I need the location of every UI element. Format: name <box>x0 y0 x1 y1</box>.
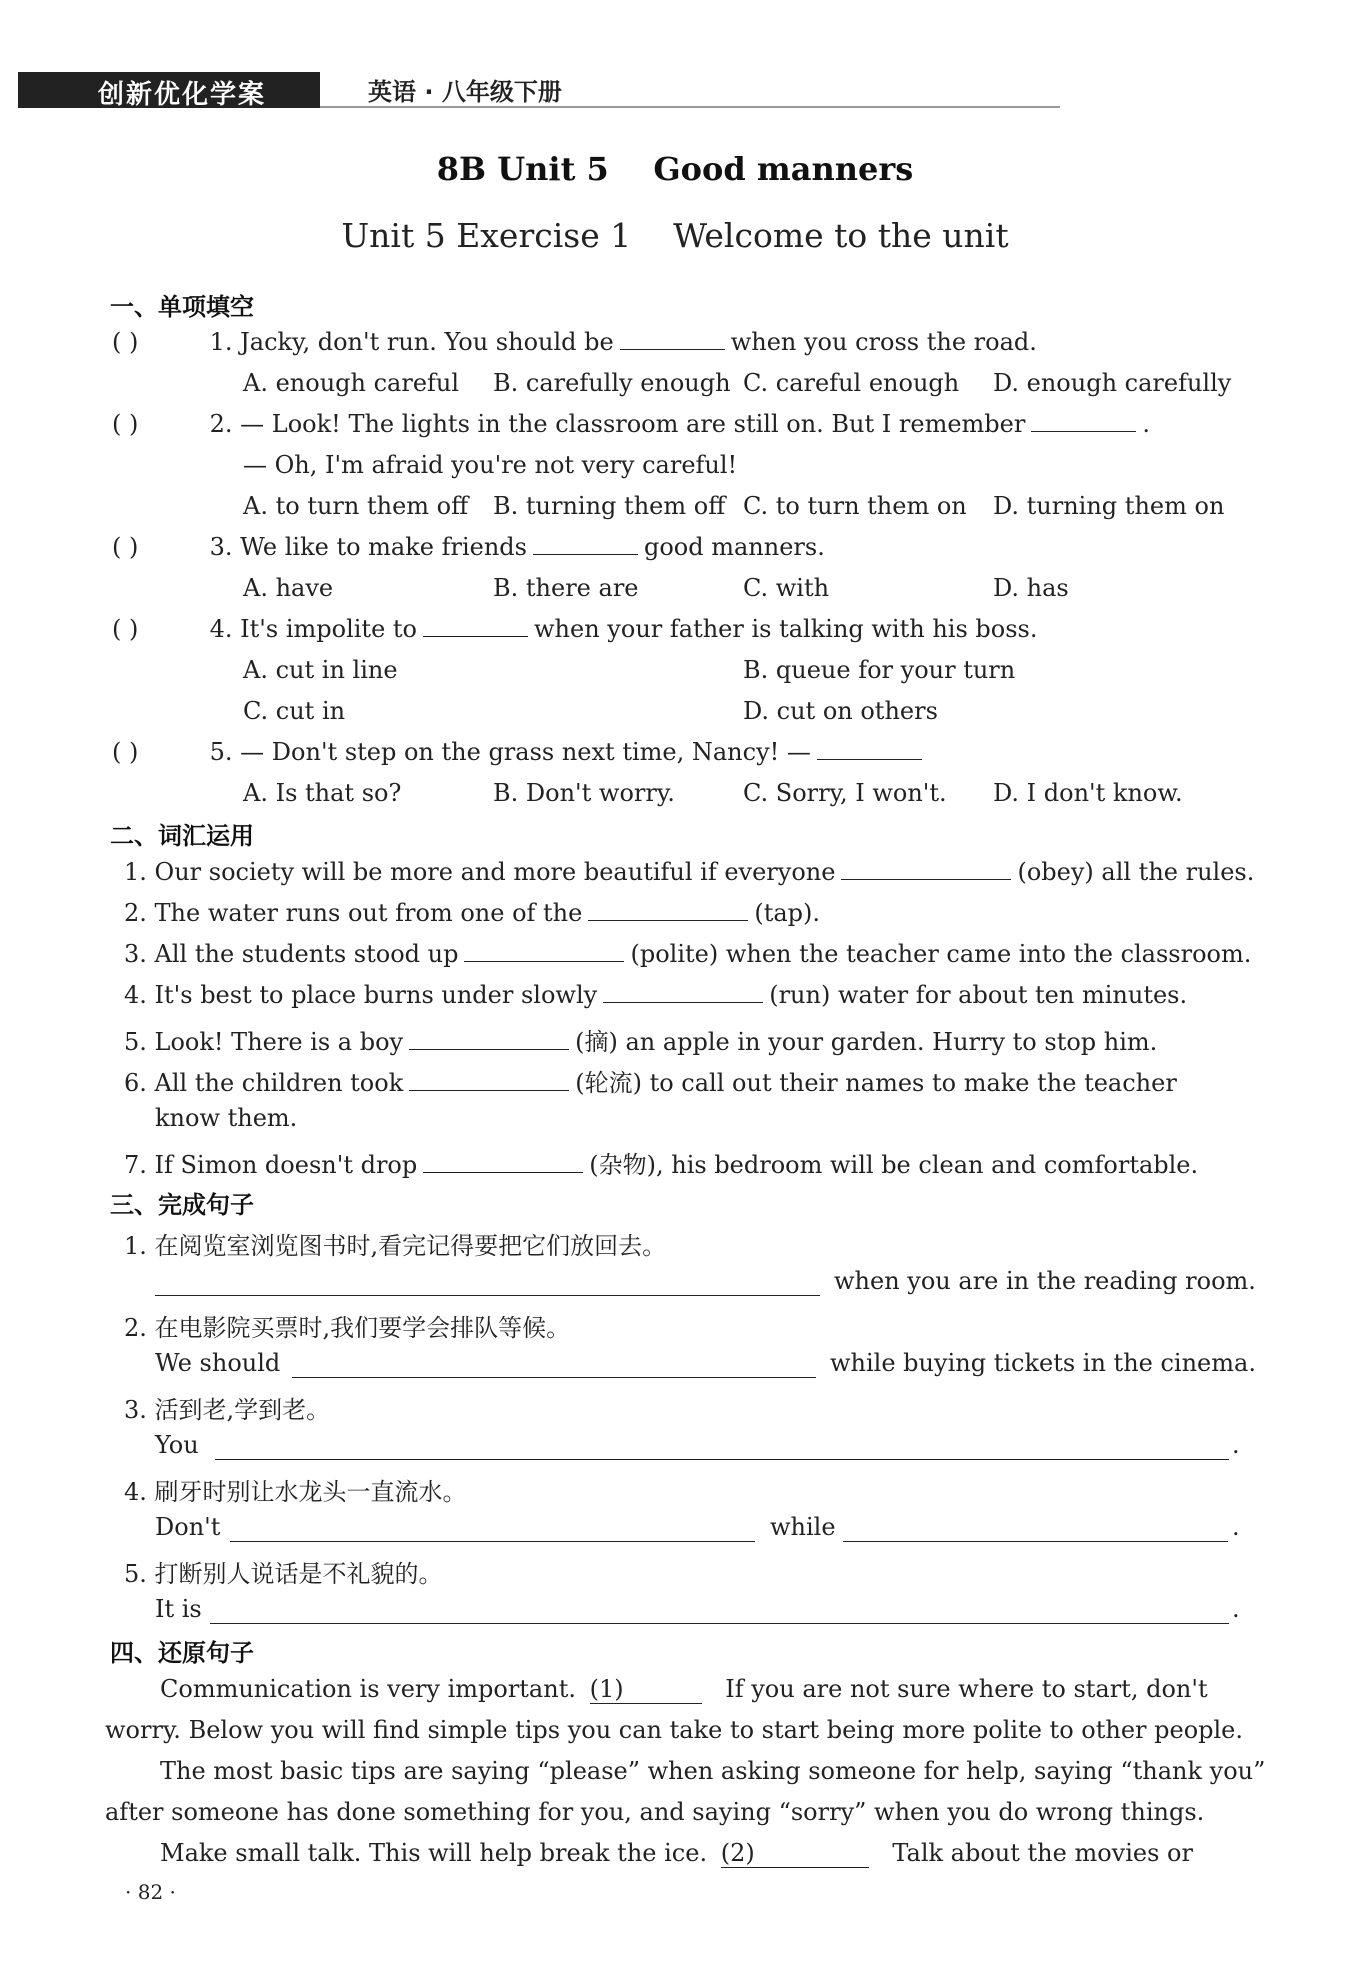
vocab-item-text: 1. Our society will be more and more beautiful if everyone <box>124 858 836 886</box>
section4-heading: 四、还原句子 <box>110 1639 254 1667</box>
q2-stem-b: . <box>1142 410 1150 438</box>
passage-line-5 <box>160 1839 1193 1868</box>
section1-heading: 一、单项填空 <box>110 293 254 321</box>
vocab-item-2 <box>124 899 820 927</box>
vocab-item-text: 6. All the children took <box>124 1069 404 1097</box>
q4-option-c[interactable]: C. cut in <box>243 697 346 725</box>
passage-line-3: The most basic tips are saying “please” when asking someone for help, saying “thank you” <box>160 1757 1266 1785</box>
vocab-item-hint: (轮流) to call out their names to make the teacher <box>575 1069 1177 1097</box>
question-5 <box>112 738 928 766</box>
sentence-4-lead: Don't <box>155 1513 221 1541</box>
sentence-2-tail: while buying tickets in the cinema. <box>830 1349 1256 1377</box>
q1-option-b[interactable]: B. carefully enough <box>493 369 731 397</box>
answer-bracket[interactable]: ( ) <box>112 615 139 643</box>
passage-line-1 <box>160 1675 1208 1704</box>
vocab-item-text: 3. All the students stood up <box>124 940 459 968</box>
sentence-3-lead: You <box>155 1431 199 1459</box>
passage-line-2: worry. Below you will find simple tips you can take to start being more polite to other people. <box>105 1716 1244 1744</box>
sentence-4-blank-a[interactable] <box>230 1540 755 1542</box>
sentence-4-tail: . <box>1232 1513 1240 1541</box>
vocab-blank[interactable] <box>588 919 748 921</box>
q3-option-d[interactable]: D. has <box>993 574 1069 602</box>
page-number: · 82 · <box>125 1880 176 1904</box>
passage-text: Make small talk. This will help break the ice. <box>160 1839 708 1867</box>
question-3 <box>112 533 825 561</box>
answer-bracket[interactable]: ( ) <box>112 410 139 438</box>
sentence-2-blank[interactable] <box>292 1376 816 1378</box>
header-subject: 英语 · 八年级下册 <box>368 78 562 106</box>
sentence-5-blank[interactable] <box>210 1622 1229 1624</box>
question-1 <box>112 328 1037 356</box>
blank-number: (2) <box>720 1839 755 1867</box>
q5-stem-a: 5. — Don't step on the grass next time, Nancy! — <box>209 738 811 766</box>
q5-option-c[interactable]: C. Sorry, I won't. <box>743 779 947 807</box>
passage-line-4: after someone has done something for you, and saying “sorry” when you do wrong things. <box>105 1798 1205 1826</box>
vocab-blank[interactable] <box>423 1171 583 1173</box>
sentence-4-mid: while <box>770 1513 836 1541</box>
q5-option-b[interactable]: B. Don't worry. <box>493 779 675 807</box>
q4-blank[interactable] <box>423 635 528 637</box>
sentence-1-tail: when you are in the reading room. <box>834 1267 1256 1295</box>
q2-option-d[interactable]: D. turning them on <box>993 492 1225 520</box>
q2-option-b[interactable]: B. turning them off <box>493 492 726 520</box>
q1-option-d[interactable]: D. enough carefully <box>993 369 1232 397</box>
passage-blank-1[interactable] <box>590 1675 702 1704</box>
q1-stem-b: when you cross the road. <box>730 328 1037 356</box>
q3-blank[interactable] <box>533 553 638 555</box>
sentence-4-blank-b[interactable] <box>843 1540 1228 1542</box>
q4-stem-b: when your father is talking with his boss. <box>534 615 1038 643</box>
q5-blank[interactable] <box>817 758 922 760</box>
sentence-3-chinese: 3. 活到老,学到老。 <box>124 1396 331 1424</box>
sentence-2-chinese: 2. 在电影院买票时,我们要学会排队等候。 <box>124 1314 571 1342</box>
q5-option-d[interactable]: D. I don't know. <box>993 779 1183 807</box>
header-divider <box>320 106 1060 108</box>
vocab-item-text: 7. If Simon doesn't drop <box>124 1151 418 1179</box>
question-2 <box>112 410 1150 438</box>
vocab-item-hint: (摘) an apple in your garden. Hurry to stop him. <box>575 1028 1158 1056</box>
passage-blank-2[interactable] <box>721 1839 869 1868</box>
q2-stem-a: 2. — Look! The lights in the classroom are still on. But I remember <box>209 410 1026 438</box>
vocab-item-hint: (polite) when the teacher came into the classroom. <box>630 940 1252 968</box>
q4-stem-a: 4. It's impolite to <box>209 615 418 643</box>
q4-option-b[interactable]: B. queue for your turn <box>743 656 1016 684</box>
q1-option-c[interactable]: C. careful enough <box>743 369 960 397</box>
sentence-5-tail: . <box>1232 1595 1240 1623</box>
q3-option-b[interactable]: B. there are <box>493 574 639 602</box>
section3-heading: 三、完成句子 <box>110 1191 254 1219</box>
header-brand-bar <box>18 72 320 108</box>
vocab-item-text: 2. The water runs out from one of the <box>124 899 583 927</box>
vocab-item-hint: (杂物), his bedroom will be clean and comfortable. <box>589 1151 1199 1179</box>
q3-option-a[interactable]: A. have <box>243 574 334 602</box>
sentence-5-chinese: 5. 打断别人说话是不礼貌的。 <box>124 1560 443 1588</box>
vocab-blank[interactable] <box>409 1089 569 1091</box>
q2-option-c[interactable]: C. to turn them on <box>743 492 967 520</box>
sentence-3-tail: . <box>1232 1431 1240 1459</box>
page-subtitle: Unit 5 Exercise 1 Welcome to the unit <box>341 216 1009 255</box>
q3-option-c[interactable]: C. with <box>743 574 830 602</box>
vocab-item-1 <box>124 858 1254 886</box>
sentence-5-lead: It is <box>155 1595 202 1623</box>
vocab-blank[interactable] <box>841 878 1011 880</box>
section2-heading: 二、词汇运用 <box>110 822 254 850</box>
vocab-item-7 <box>124 1145 1198 1180</box>
passage-text: If you are not sure where to start, don't <box>725 1675 1208 1703</box>
page-title: 8B Unit 5 Good manners <box>436 150 914 188</box>
q1-option-a[interactable]: A. enough careful <box>243 369 460 397</box>
vocab-item-6-continued: know them. <box>155 1104 298 1132</box>
q3-stem-a: 3. We like to make friends <box>209 533 527 561</box>
passage-text: Communication is very important. <box>160 1675 576 1703</box>
vocab-blank[interactable] <box>603 1001 763 1003</box>
q1-stem-a: 1. Jacky, don't run. You should be <box>209 328 614 356</box>
q2-line2: — Oh, I'm afraid you're not very careful! <box>243 451 738 479</box>
vocab-item-6 <box>124 1063 1177 1098</box>
vocab-item-hint: (run) water for about ten minutes. <box>769 981 1188 1009</box>
q5-option-a[interactable]: A. Is that so? <box>243 779 402 807</box>
vocab-item-4 <box>124 981 1187 1009</box>
brand-logo-text: 创新优化学案 <box>98 80 267 110</box>
question-4 <box>112 615 1038 643</box>
answer-bracket[interactable]: ( ) <box>112 533 139 561</box>
vocab-blank[interactable] <box>409 1048 569 1050</box>
q2-blank[interactable] <box>1031 430 1136 432</box>
sentence-2-lead: We should <box>155 1349 281 1377</box>
vocab-item-hint: (obey) all the rules. <box>1017 858 1255 886</box>
answer-bracket[interactable]: ( ) <box>112 328 139 356</box>
sentence-1-blank[interactable] <box>155 1294 820 1296</box>
vocab-item-hint: (tap). <box>754 899 821 927</box>
vocab-item-3 <box>124 940 1251 968</box>
sentence-3-blank[interactable] <box>215 1458 1229 1460</box>
q2-option-a[interactable]: A. to turn them off <box>243 492 469 520</box>
q3-stem-b: good manners. <box>643 533 825 561</box>
vocab-item-text: 4. It's best to place burns under slowly <box>124 981 598 1009</box>
vocab-item-5 <box>124 1022 1157 1057</box>
passage-text: Talk about the movies or <box>892 1839 1193 1867</box>
sentence-4-chinese: 4. 刷牙时别让水龙头一直流水。 <box>124 1478 467 1506</box>
vocab-blank[interactable] <box>464 960 624 962</box>
q1-blank[interactable] <box>620 348 725 350</box>
answer-bracket[interactable]: ( ) <box>112 738 139 766</box>
q4-option-d[interactable]: D. cut on others <box>743 697 938 725</box>
q4-option-a[interactable]: A. cut in line <box>243 656 398 684</box>
sentence-1-chinese: 1. 在阅览室浏览图书时,看完记得要把它们放回去。 <box>124 1232 667 1260</box>
vocab-item-text: 5. Look! There is a boy <box>124 1028 404 1056</box>
blank-number: (1) <box>589 1675 624 1703</box>
